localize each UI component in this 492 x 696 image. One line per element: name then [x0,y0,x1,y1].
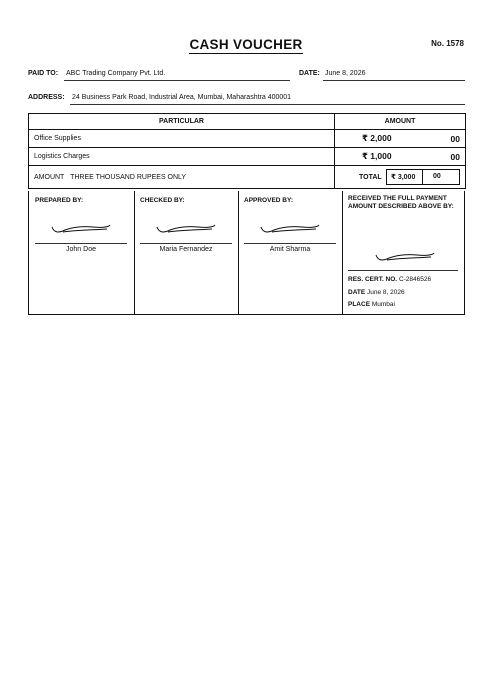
total-cents: 00 [433,173,441,180]
res-cert-value: C-2846526 [398,276,432,283]
particular-header: PARTICULAR [29,114,335,130]
table-row [29,148,466,166]
prepared-block [29,191,135,314]
paid-to-line [64,68,290,81]
approved-name: Amit Sharma [244,243,336,253]
total-cell [335,166,466,189]
row-amount-cell [335,130,466,148]
checked-signature-icon [154,221,218,235]
paid-to-label: PAID TO: [28,70,59,77]
approved-label: APPROVED BY: [244,197,293,204]
total-box [386,169,460,185]
total-label: TOTAL [359,174,382,181]
address-label: ADDRESS: [28,94,65,101]
date-label: DATE: [299,70,320,77]
amount-words-cell [29,166,335,189]
row-cents: 00 [450,134,460,144]
paid-to-value: ABC Trading Company Pvt. Ltd. [66,70,166,77]
voucher-number: No. 1578 [431,39,464,48]
approved-block [238,191,343,314]
received-signature-icon [373,249,437,263]
prepared-label: PREPARED BY: [35,197,84,204]
row-particular: Office Supplies [29,130,335,148]
prepared-name: John Doe [35,243,127,253]
received-date-row [348,289,405,296]
signatures-section [28,191,465,315]
checked-name: Maria Fernandez [140,243,232,253]
row-amount: ₹ 1,000 [362,151,392,161]
amount-header: AMOUNT [335,114,466,130]
address-line [70,92,465,105]
amount-words-label: AMOUNT [34,173,65,181]
res-cert-label: RES. CERT. NO. [348,276,398,283]
row-particular: Logistics Charges [29,148,335,166]
date-value: June 8, 2026 [325,70,366,77]
received-date-label: DATE [348,289,366,296]
total-amount: ₹ 3,000 [391,174,416,181]
received-date-value: June 8, 2026 [367,289,405,296]
voucher-title: CASH VOUCHER [189,37,303,52]
amount-words: THREE THOUSAND RUPEES ONLY [70,173,187,181]
received-label: RECEIVED THE FULL PAYMENT AMOUNT DESCRIBED ABOVE BY: [348,195,454,210]
date-line [323,68,465,81]
row-amount-cell [335,148,466,166]
place-row [348,301,395,308]
approved-signature-icon [258,221,322,235]
res-cert-row [348,276,431,283]
prepared-signature-icon [49,221,113,235]
received-signature-line [348,270,458,271]
received-block [343,191,464,314]
checked-block [134,191,239,314]
total-divider [422,170,423,184]
address-value: 24 Business Park Road, Industrial Area, Mumbai, Maharashtra 400001 [72,94,292,101]
place-label: PLACE [348,301,371,308]
row-amount: ₹ 2,000 [362,133,392,143]
checked-label: CHECKED BY: [140,197,185,204]
place-value: Mumbai [371,301,395,308]
particulars-table [28,113,466,189]
table-row [29,130,466,148]
row-cents: 00 [450,152,460,162]
